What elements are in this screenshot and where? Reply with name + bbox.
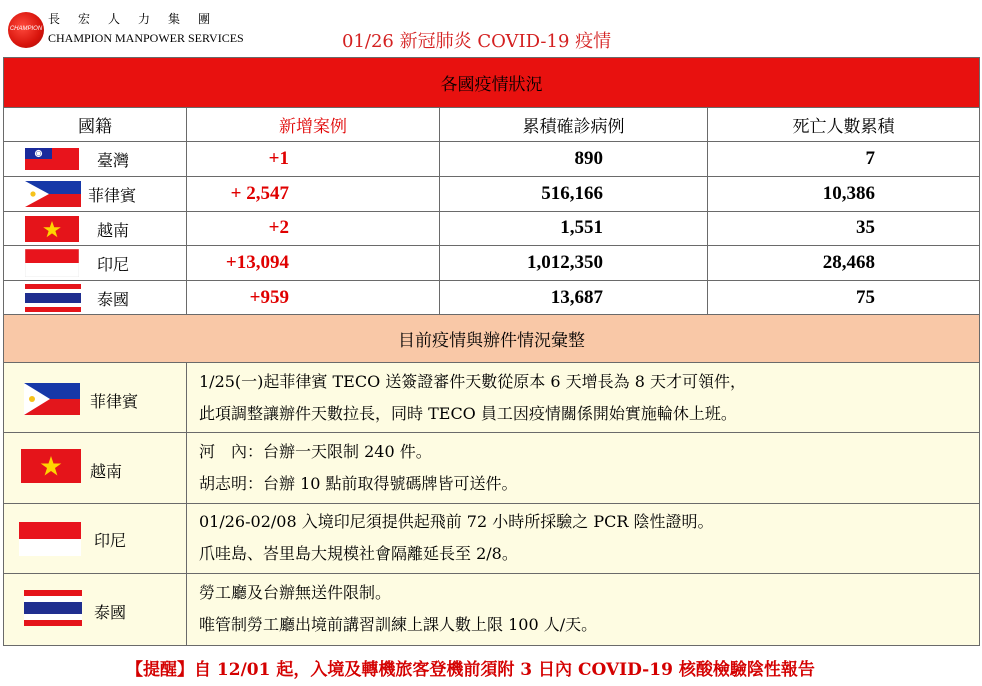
total-cases-value: 13,687 xyxy=(440,280,708,315)
col-new-cases: 新增案例 xyxy=(187,107,440,142)
taiwan-flag-icon xyxy=(25,148,79,170)
new-cases-value: +13,094 xyxy=(187,246,440,281)
note-row xyxy=(4,503,980,573)
new-cases-value: + 2,547 xyxy=(187,177,440,212)
note-country-cell: 泰國 xyxy=(4,573,187,645)
indonesia-flag-icon xyxy=(25,249,79,277)
total-cases-value: 516,166 xyxy=(440,177,708,212)
note-text: 河 內：台辦一天限制 240 件。 胡志明：台辦 10 點前取得號碼牌皆可送件。 xyxy=(187,433,980,503)
new-cases-value: +2 xyxy=(187,211,440,246)
vietnam-flag-icon xyxy=(25,216,79,242)
country-cell: 越南 xyxy=(4,211,187,246)
deaths-value: 7 xyxy=(708,142,980,177)
total-cases-value: 890 xyxy=(440,142,708,177)
note-text: 1/25(一)起菲律賓 TECO 送簽證審件天數從原本 6 天增長為 8 天才可領件， 此項調整讓辦件天數拉長，同時 TECO 員工因疫情關係開始實施輪休上班。 xyxy=(187,363,980,433)
note-country-cell: 印尼 xyxy=(4,503,187,573)
thailand-flag-icon xyxy=(25,284,81,312)
total-cases-value: 1,551 xyxy=(440,211,708,246)
new-cases-value: +1 xyxy=(187,142,440,177)
philippines-flag-icon xyxy=(24,383,80,415)
country-cell: 印尼 xyxy=(4,246,187,281)
vietnam-flag-icon xyxy=(21,449,81,483)
indonesia-flag-icon xyxy=(19,522,81,556)
note-country-cell: 越南 xyxy=(4,433,187,503)
country-cell: 臺灣 xyxy=(4,142,187,177)
reminder-text: 【提醒】自 12/01 起，入境及轉機旅客登機前須附 3 日內 COVID-19 核酸檢驗陰性報告 xyxy=(126,660,815,680)
table-row xyxy=(4,142,980,177)
deaths-value: 75 xyxy=(708,280,980,315)
note-row xyxy=(4,363,980,433)
new-cases-value: +959 xyxy=(187,280,440,315)
col-total-cases: 累積確診病例 xyxy=(440,107,708,142)
section-header-status xyxy=(4,58,980,108)
total-cases-value: 1,012,350 xyxy=(440,246,708,281)
header xyxy=(0,0,982,54)
note-row xyxy=(4,573,980,645)
col-deaths: 死亡人數累積 xyxy=(708,107,980,142)
table-row xyxy=(4,211,980,246)
covid-table xyxy=(3,57,980,646)
deaths-value: 10,386 xyxy=(708,177,980,212)
section-title: 各國疫情狀況 xyxy=(4,58,980,108)
note-text: 01/26-02/08 入境印尼須提供起飛前 72 小時所採驗之 PCR 陰性證明。 爪哇島、峇里島大規模社會隔離延長至 2/8。 xyxy=(187,503,980,573)
document-title: 01/26 新冠肺炎 COVID-19 疫情 xyxy=(342,31,612,52)
philippines-flag-icon xyxy=(25,181,81,207)
country-cell: 菲律賓 xyxy=(4,177,187,212)
deaths-value: 35 xyxy=(708,211,980,246)
table-row xyxy=(4,246,980,281)
note-country-cell: 菲律賓 xyxy=(4,363,187,433)
thailand-flag-icon xyxy=(24,590,82,626)
note-row xyxy=(4,433,980,503)
column-headers xyxy=(4,107,980,142)
section-title: 目前疫情與辦件情況彙整 xyxy=(4,315,980,363)
company-name-cn: 長宏人力集團 xyxy=(48,12,229,26)
section-header-summary xyxy=(4,315,980,363)
deaths-value: 28,468 xyxy=(708,246,980,281)
col-country: 國籍 xyxy=(4,107,187,142)
table-row xyxy=(4,177,980,212)
note-text: 勞工廳及台辦無送件限制。 唯管制勞工廳出境前講習訓練上課人數上限 100 人/天。 xyxy=(187,573,980,645)
company-name-en: CHAMPION MANPOWER SERVICES xyxy=(48,31,244,45)
company-logo: CHAMPION xyxy=(8,12,44,48)
country-cell: 泰國 xyxy=(4,280,187,315)
table-row xyxy=(4,280,980,315)
